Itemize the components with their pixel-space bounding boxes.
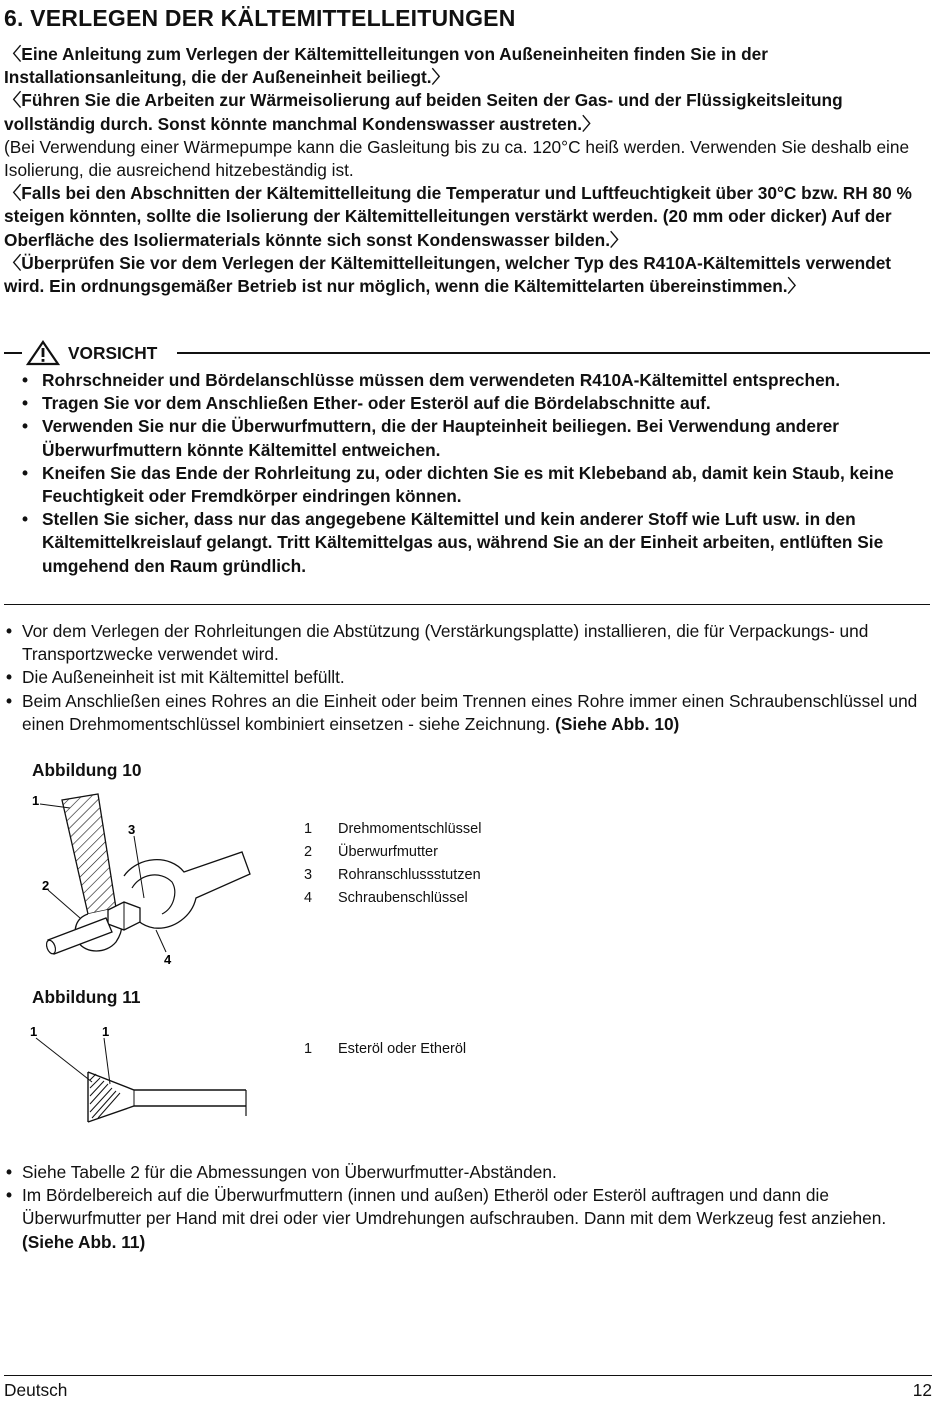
figure-11-callout: 1 — [30, 1024, 38, 1039]
caution-list — [4, 369, 930, 578]
caution-item: • Verwenden Sie nur die Überwurfmuttern, die der Haupteinheit beiliegen. Bei Verwendung anderer Überwurfmuttern könnte Kältemittel entweichen. — [4, 415, 930, 461]
figure-10-callout: 2 — [42, 878, 50, 893]
note-item: • Im Bördelbereich auf die Überwurfmuttern (innen und außen) Etheröl oder Esteröl auftragen und dann die Überwurfmutter per Hand mit drei oder vier Umdrehungen aufschrauben. Dann mit dem Werkzeug fest anziehen. (Siehe Abb. 11) — [4, 1184, 930, 1254]
note-item: • Beim Anschließen eines Rohres an die Einheit oder beim Trennen eines Rohre immer einen Schraubenschlüssel und einen Drehmomentschlüssel kombiniert einsetzen - siehe Zeichnung. (Siehe Abb. 10) — [4, 690, 930, 736]
figure-reference: (Siehe Abb. 11) — [22, 1231, 146, 1252]
legend-row: 1 Esteröl oder Etheröl — [304, 1041, 467, 1057]
figure-11-drawing — [26, 1018, 256, 1128]
note-item: • Vor dem Verlegen der Rohrleitungen die Abstützung (Verstärkungsplatte) installieren, die für Verpackungs- und Transportzwecke verwendet wird. — [4, 620, 930, 666]
caution-item: • Rohrschneider und Bördelanschlüsse müssen dem verwendeten R410A-Kältemittel entsprechen. — [4, 369, 930, 392]
divider — [4, 1375, 932, 1376]
figure-10-callout: 1 — [32, 793, 40, 808]
legend-row: 3 Rohranschlussstutzen — [304, 867, 481, 883]
note-item: • Die Außeneinheit ist mit Kältemittel befüllt. — [4, 666, 930, 689]
footer-language: Deutsch — [4, 1380, 68, 1400]
warning-triangle-icon — [26, 340, 60, 366]
figure-10-callout: 4 — [164, 952, 172, 967]
legend-row: 2 Überwurfmutter — [304, 844, 438, 860]
figure-10-title: Abbildung 10 — [32, 760, 142, 780]
figure-10-callout: 3 — [128, 822, 136, 837]
intro-note: 〈Eine Anleitung zum Verlegen der Kältemittelleitungen von Außeneinheiten finden Sie in der Installationsanleitung, die der Außeneinheit beiliegt.〉 — [4, 44, 769, 88]
intro-note: 〈Überprüfen Sie vor dem Verlegen der Kältemittelleitungen, welcher Typ des R410A-Kältemittels verwendet wird. Ein ordnungsgemäßer Betrieb ist nur möglich, wenn die Kältemittelarten übereinstimmen.〉 — [4, 252, 892, 297]
caution-item: • Stellen Sie sicher, dass nur das angegebene Kältemittel und kein anderer Stoff wie Luft usw. in den Kältemittelkreislauf gelangt. Tritt Kältemittelgas aus, während Sie an der Einheit arbeiten, entlüften Sie umgehend den Raum gründlich. — [4, 508, 930, 578]
intro-note: (Bei Verwendung einer Wärmepumpe kann die Gasleitung bis zu ca. 120°C heiß werden. Verwenden Sie deshalb eine Isolierung, die ausreichend hitzebeständig ist. — [4, 136, 910, 181]
caution-label: VORSICHT — [68, 343, 158, 363]
figure-11-legend — [304, 1038, 466, 1061]
intro-notes — [4, 43, 934, 298]
figure-11-title: Abbildung 11 — [32, 987, 141, 1007]
divider — [177, 352, 930, 354]
figure-10-drawing — [28, 790, 268, 970]
notes-list-2 — [4, 1161, 930, 1254]
legend-row: 4 Schraubenschlüssel — [304, 890, 468, 906]
figure-11-callout: 1 — [102, 1024, 110, 1039]
page-number: 12 — [912, 1380, 932, 1400]
intro-note: 〈Führen Sie die Arbeiten zur Wärmeisolierung auf beiden Seiten der Gas- und der Flüssigkeitsleitung vollständig durch. Sonst könnte manchmal Kondenswasser austreten.〉 — [4, 90, 843, 134]
intro-note: 〈Falls bei den Abschnitten der Kältemittelleitung die Temperatur und Luftfeuchtigkeit über 30°C bzw. RH 80 % steigen könnten, sollte die Isolierung der Kältemittelleitungen verstärkt werden. (20 mm oder dicker) Auf der Oberfläche des Isoliermaterials könnte sich sonst Kondenswasser bilden.〉 — [4, 183, 912, 250]
caution-header — [4, 340, 930, 366]
figure-10-legend — [304, 818, 481, 910]
caution-item: • Kneifen Sie das Ende der Rohrleitung zu, oder dichten Sie es mit Klebeband ab, damit kein Staub, keine Feuchtigkeit oder Fremdkörper eindringen können. — [4, 462, 930, 508]
note-item: • Siehe Tabelle 2 für die Abmessungen von Überwurfmutter-Abständen. — [4, 1161, 930, 1184]
section-heading: 6. VERLEGEN DER KÄLTEMITTELLEITUNGEN — [4, 5, 516, 31]
divider — [4, 604, 930, 605]
notes-list — [4, 620, 930, 736]
caution-item: • Tragen Sie vor dem Anschließen Ether- oder Esteröl auf die Bördelabschnitte auf. — [4, 392, 930, 415]
divider — [4, 352, 22, 354]
legend-row: 1 Drehmomentschlüssel — [304, 821, 482, 837]
figure-reference: (Siehe Abb. 10) — [555, 713, 680, 734]
caution-box — [4, 340, 930, 578]
